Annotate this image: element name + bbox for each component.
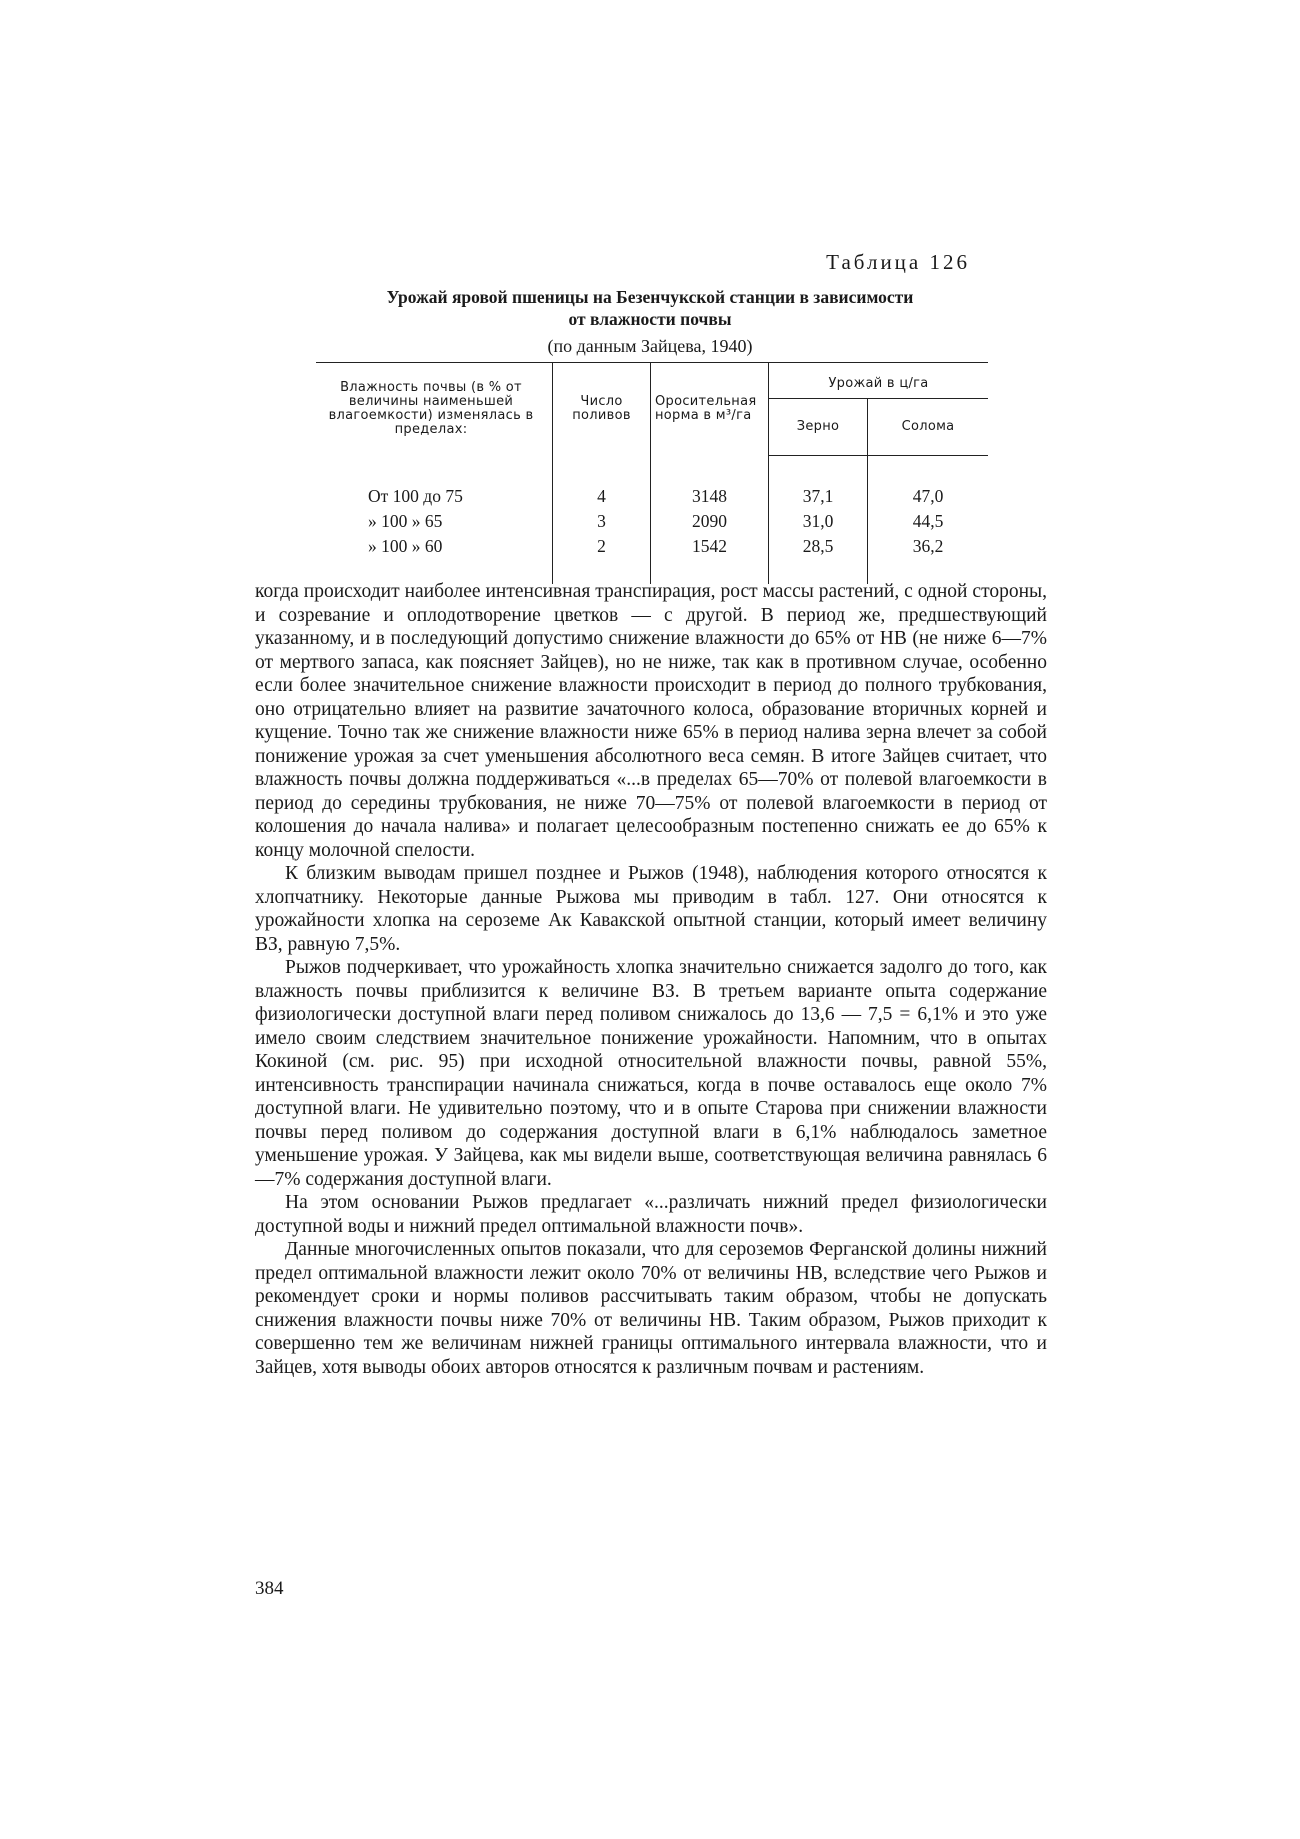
table-label: Таблица 126 — [826, 250, 970, 274]
cell-irrigation-norm: 3148 — [651, 484, 769, 509]
cell-moisture-range: От 100 до 75 — [316, 484, 553, 509]
table-row — [316, 484, 988, 509]
cell-irrigation-count: 3 — [553, 509, 651, 534]
cell-grain-yield: 37,1 — [769, 484, 868, 509]
cell-grain-yield: 31,0 — [769, 509, 868, 534]
paragraph: На этом основании Рыжов предлагает «...различать нижний предел физиологически доступной воды и нижний предел оптимальной влажности почв». — [255, 1192, 1047, 1237]
paragraph: Данные многочисленных опытов показали, что для сероземов Ферганской долины нижний предел оптимальной влажности лежит около 70% от величины НВ, вследствие чего Рыжов и рекомендует сроки и нормы поливов рассчитывать таким образом, чтобы не допускать снижения влажности почвы ниже 70% от величины НВ. Таким образом, Рыжов приходит к совершенно тем же величинам нижней границы оптимального интервала влажности, что и Зайцев, хотя выводы обоих авторов относятся к различным почвам и растениям. — [255, 1239, 1047, 1378]
paragraph: Рыжов подчеркивает, что урожайность хлопка значительно снижается задолго до того, как влажность почвы приблизится к величине ВЗ. В третьем варианте опыта содержание физиологически доступной влаги перед поливом снижалось до 13,6 — 7,5 = 6,1% и это уже имело своим следствием значительное понижение урожайности. Напомним, что в опытах Кокиной (см. рис. 95) при исходной относительной влажности почвы, равной 55%, интенсивность транспирации начинала снижаться, когда в почве оставалось еще около 7% доступной влаги. Не удивительно поэтому, что и в опыте Старова при снижении влажности почвы перед поливом до содержания доступной влаги в 6,1% наблюдалось заметное уменьшение урожая. У Зайцева, как мы видели выше, соответствующая величина равнялась 6—7% содержания доступной влаги. — [255, 957, 1047, 1190]
cell-irrigation-norm: 1542 — [651, 534, 769, 559]
cell-irrigation-norm: 2090 — [651, 509, 769, 534]
header-yield-group: Урожай в ц/га — [769, 363, 989, 399]
cell-irrigation-count: 4 — [553, 484, 651, 509]
table-row — [316, 509, 988, 534]
cell-straw-yield: 36,2 — [912, 536, 944, 556]
table-row — [316, 534, 988, 559]
header-irrigation-norm: Оросительная норма в м³/га — [651, 363, 769, 456]
table-title-line2: от влажности почвы — [568, 309, 732, 329]
body-text — [255, 580, 1047, 1379]
cell-grain-yield: 28,5 — [769, 534, 868, 559]
table-title — [310, 286, 990, 330]
cell-irrigation-count: 2 — [553, 534, 651, 559]
paragraph: когда происходит наиболее интенсивная транспирация, рост массы растений, с одной стороны, и созревание и оплодотворение цветков — с другой. В период же, предшествующий указанному, и в последующий допустимо снижение влажности до 65% от НВ (не ниже 6—7% от мертвого запаса, как поясняет Зайцев), но не ниже, так как в противном случае, особенно если более значительное снижение влажности происходит в период до полного трубкования, оно отрицательно влияет на развитие зачаточного колоса, образование вторичных корней и кущение. Точно так же снижение влажности ниже 65% в период налива зерна влечет за собой понижение урожая за счет уменьшения абсолютного веса семян. В итоге Зайцев считает, что влажность почвы должна поддерживаться «...в пределах 65—70% от полевой влагоемкости в период до середины трубкования, не ниже 70—75% от полевой влагоемкости в период от колошения до начала налива» и полагает целесообразным постепенно снижать ее до 65% к концу молочной спелости. — [255, 581, 1047, 861]
header-grain: Зерно — [769, 399, 868, 456]
table-spacer-row — [316, 456, 988, 485]
cell-straw-yield: 44,5 — [912, 511, 944, 531]
table-source: (по данным Зайцева, 1940) — [547, 336, 753, 356]
cell-moisture-range: » 100 » 65 — [316, 509, 553, 534]
header-irrigation-count: Число поливов — [553, 363, 651, 456]
table-title-line1: Урожай яровой пшеницы на Безенчукской станции в зависимости — [386, 287, 914, 307]
yield-table — [316, 362, 988, 584]
paragraph: К близким выводам пришел позднее и Рыжов (1948), наблюдения которого относятся к хлопчатнику. Некоторые данные Рыжова мы приводим в табл. 127. Они относятся к урожайности хлопка на сероземе Ак Кавакской опытной станции, который имеет величину ВЗ, равную 7,5%. — [255, 863, 1047, 955]
cell-moisture-range: » 100 » 60 — [316, 534, 553, 559]
header-straw: Солома — [868, 399, 988, 456]
cell-straw-yield: 47,0 — [912, 486, 944, 506]
header-soil-moisture: Влажность почвы (в % от величины наименьшей влагоемкости) изменялась в пределах: — [316, 363, 553, 456]
page-number: 384 — [255, 1578, 284, 1599]
